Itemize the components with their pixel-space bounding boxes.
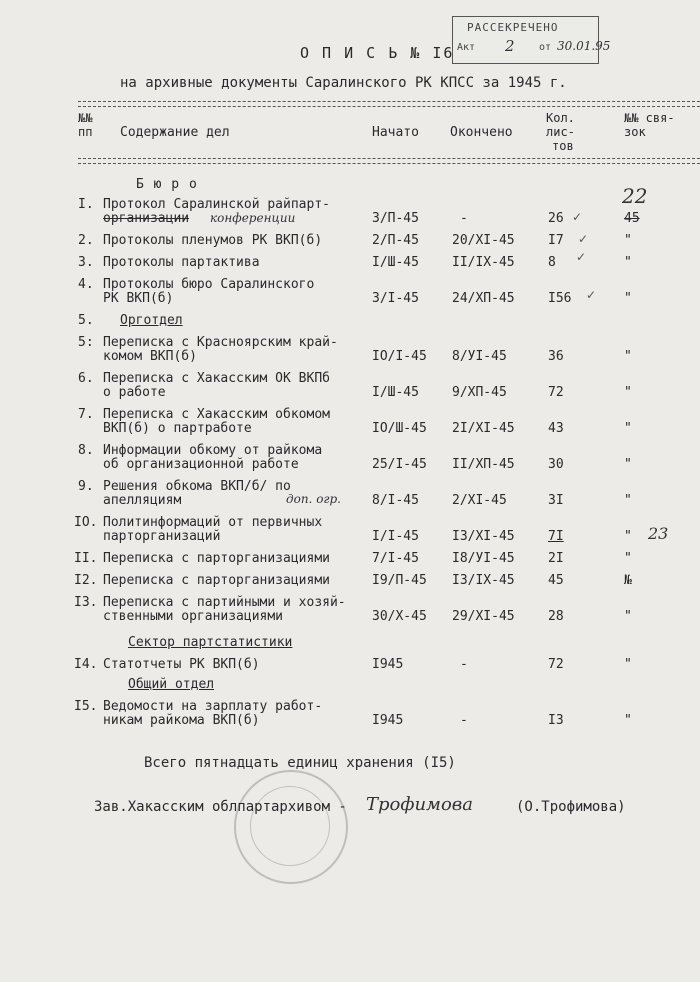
- row-end-date: I3/XI-45: [452, 529, 515, 544]
- row-content-line1: Ведомости на зарплату работ-: [103, 699, 323, 714]
- row-number: 4.: [78, 277, 94, 292]
- row-end-date: 20/XI-45: [452, 233, 515, 248]
- row-sheets: I56: [548, 291, 572, 306]
- row-start-date: 3/I-45: [372, 291, 419, 306]
- row-content-line1: Протокол Саралинской райпарт-: [103, 197, 330, 212]
- document-title: О П И С Ь № I6: [300, 44, 455, 62]
- row-bundle: ": [624, 551, 632, 566]
- row-sheets: 8: [548, 255, 556, 270]
- row-bundle: ": [624, 291, 632, 306]
- row-bundle: ": [624, 609, 632, 624]
- row-content-line2: ВКП(б) о партработе: [103, 421, 252, 436]
- archive-seal: [234, 770, 348, 884]
- row-bundle: ": [624, 255, 632, 270]
- check-mark-icon: ✓: [578, 232, 589, 246]
- row-end-date: -: [460, 211, 468, 226]
- row-content-line1: Переписка с Хакасским ОК ВКПб: [103, 371, 330, 386]
- section-buro: Б ю р о: [136, 177, 198, 192]
- signatory-name: (О.Трофимова): [516, 799, 626, 815]
- row-bundle: ": [624, 713, 632, 728]
- row-number: I5.: [74, 699, 98, 714]
- stamp-status: РАССЕКРЕЧЕНО: [467, 21, 559, 34]
- document-subtitle: на архивные документы Саралинского РК КПСС за 1945 г.: [120, 75, 567, 91]
- row-sheets: 43: [548, 421, 564, 436]
- row-start-date: 30/X-45: [372, 609, 427, 624]
- row-bundle: ": [624, 233, 632, 248]
- row-content-line2: комом ВКП(б): [103, 349, 197, 364]
- section-number: 5.: [78, 313, 94, 328]
- header-bundle-1: №№ свя-: [624, 111, 675, 125]
- header-bundle-2: зок: [624, 125, 646, 139]
- stamp-date-label: от: [539, 42, 552, 53]
- row-end-date: 29/XI-45: [452, 609, 515, 624]
- row-sheets: 30: [548, 457, 564, 472]
- header-rule-bottom: [78, 158, 700, 164]
- signatory-position: Зав.Хакасским облпартархивом -: [94, 799, 347, 815]
- header-sheets-3: тов: [552, 139, 574, 153]
- row-number: IO.: [74, 515, 98, 530]
- header-num-2: пп: [78, 125, 93, 139]
- row-number: I3.: [74, 595, 98, 610]
- section-general: Общий отдел: [128, 677, 215, 692]
- row-content-line1: Переписка с парторганизациями: [103, 573, 330, 588]
- row-end-date: 24/XП-45: [452, 291, 515, 306]
- row-end-date: 2/XI-45: [452, 493, 507, 508]
- row-start-date: IO/Ш-45: [372, 421, 427, 436]
- row-start-date: 7/I-45: [372, 551, 419, 566]
- row-number: 3.: [78, 255, 94, 270]
- total-units: Всего пятнадцать единиц хранения (I5): [144, 755, 456, 771]
- row-content-line2: апелляциям: [103, 493, 182, 508]
- row-content-line1: Переписка с Хакасским обкомом: [103, 407, 330, 422]
- row-content-line2: о работе: [103, 385, 166, 400]
- row-start-date: I/Ш-45: [372, 385, 419, 400]
- row-number: 2.: [78, 233, 94, 248]
- header-end: Окончено: [450, 125, 513, 140]
- row-bundle: ": [624, 421, 632, 436]
- row-content-line2: ственными организациями: [103, 609, 284, 624]
- row-bundle: ": [624, 657, 632, 672]
- signature: Трофимова: [366, 794, 474, 815]
- row-bundle: №: [624, 573, 632, 588]
- row-content-line2: организации: [103, 211, 190, 226]
- row-bundle: ": [624, 493, 632, 508]
- row-bundle: ": [624, 385, 632, 400]
- row-content-line2: парторганизаций: [103, 529, 221, 544]
- row-content-line1: Переписка с парторганизациями: [103, 551, 330, 566]
- row-end-date: 9/XП-45: [452, 385, 507, 400]
- row-end-date: II/XП-45: [452, 457, 515, 472]
- row-sheets: 7I: [548, 529, 564, 544]
- check-mark-icon: ✓: [572, 210, 583, 224]
- row-sheets: I7: [548, 233, 564, 248]
- row-number: 9.: [78, 479, 94, 494]
- bundle-correction: 22: [622, 184, 648, 208]
- row-start-date: IO/I-45: [372, 349, 427, 364]
- row-bundle: 45: [624, 211, 640, 226]
- row-end-date: I3/IX-45: [452, 573, 515, 588]
- row-start-date: I945: [372, 657, 404, 672]
- row-content-line1: Решения обкома ВКП/б/ по: [103, 479, 291, 494]
- row-sheets: 36: [548, 349, 564, 364]
- row-sheets: 3I: [548, 493, 564, 508]
- header-start: Начато: [372, 125, 419, 140]
- row-content-line1: Переписка с партийными и хозяй-: [103, 595, 346, 610]
- bundle-correction: 23: [648, 524, 669, 543]
- row-content-line2: РК ВКП(б): [103, 291, 174, 306]
- row-content-line2: об организационной работе: [103, 457, 299, 472]
- row-end-date: I8/УI-45: [452, 551, 515, 566]
- row-bundle: ": [624, 529, 632, 544]
- header-name: Содержание дел: [120, 125, 230, 140]
- stamp-act-label: Акт: [457, 42, 476, 53]
- row-content-line1: Протоколы пленумов РК ВКП(б): [103, 233, 323, 248]
- row-end-date: 8/УI-45: [452, 349, 507, 364]
- row-number: I4.: [74, 657, 98, 672]
- row-start-date: I945: [372, 713, 404, 728]
- row-number: II.: [74, 551, 98, 566]
- section-orgotdel: Орготдел: [120, 313, 183, 328]
- row-sheets: 2I: [548, 551, 564, 566]
- header-sheets-2: лис-: [546, 125, 575, 139]
- row-number: 7.: [78, 407, 94, 422]
- row-sheets: 72: [548, 657, 564, 672]
- row-sheets: 72: [548, 385, 564, 400]
- row-content-line1: Статотчеты РК ВКП(б): [103, 657, 260, 672]
- stamp-act-number: 2: [505, 37, 515, 55]
- row-number: 8.: [78, 443, 94, 458]
- row-start-date: 8/I-45: [372, 493, 419, 508]
- header-sheets-1: Кол.: [546, 111, 575, 125]
- row-end-date: 2I/XI-45: [452, 421, 515, 436]
- row-content-line1: Информации обкому от райкома: [103, 443, 323, 458]
- row-sheets: 26: [548, 211, 564, 226]
- row-end-date: II/IX-45: [452, 255, 515, 270]
- row-start-date: I9/П-45: [372, 573, 427, 588]
- row-sheets: 45: [548, 573, 564, 588]
- check-mark-icon: ✓: [586, 288, 597, 302]
- row-start-date: I/Ш-45: [372, 255, 419, 270]
- row-start-date: 25/I-45: [372, 457, 427, 472]
- row-start-date: 2/П-45: [372, 233, 419, 248]
- handwritten-note: доп. огр.: [286, 492, 341, 506]
- stamp-date: 30.01.95: [557, 39, 611, 53]
- header-num-1: №№: [78, 111, 93, 125]
- section-statistics: Сектор партстатистики: [128, 635, 293, 650]
- row-start-date: 3/П-45: [372, 211, 419, 226]
- row-number: I.: [78, 197, 94, 212]
- row-content-line1: Протоколы партактива: [103, 255, 260, 270]
- row-content-line1: Политинформаций от первичных: [103, 515, 323, 530]
- row-bundle: ": [624, 349, 632, 364]
- handwritten-note: конференции: [210, 211, 296, 225]
- row-number: I2.: [74, 573, 98, 588]
- row-content-line1: Протоколы бюро Саралинского: [103, 277, 315, 292]
- row-sheets: 28: [548, 609, 564, 624]
- row-sheets: I3: [548, 713, 564, 728]
- row-number: 6.: [78, 371, 94, 386]
- row-content-line1: Переписка с Красноярским край-: [103, 335, 338, 350]
- declassified-stamp: [452, 16, 611, 64]
- row-number: 5:: [78, 335, 94, 350]
- row-end-date: -: [460, 657, 468, 672]
- row-bundle: ": [624, 457, 632, 472]
- row-content-line2: никам райкома ВКП(б): [103, 713, 260, 728]
- row-end-date: -: [460, 713, 468, 728]
- row-start-date: I/I-45: [372, 529, 419, 544]
- check-mark-icon: ✓: [576, 250, 587, 264]
- header-rule-top: [78, 101, 700, 107]
